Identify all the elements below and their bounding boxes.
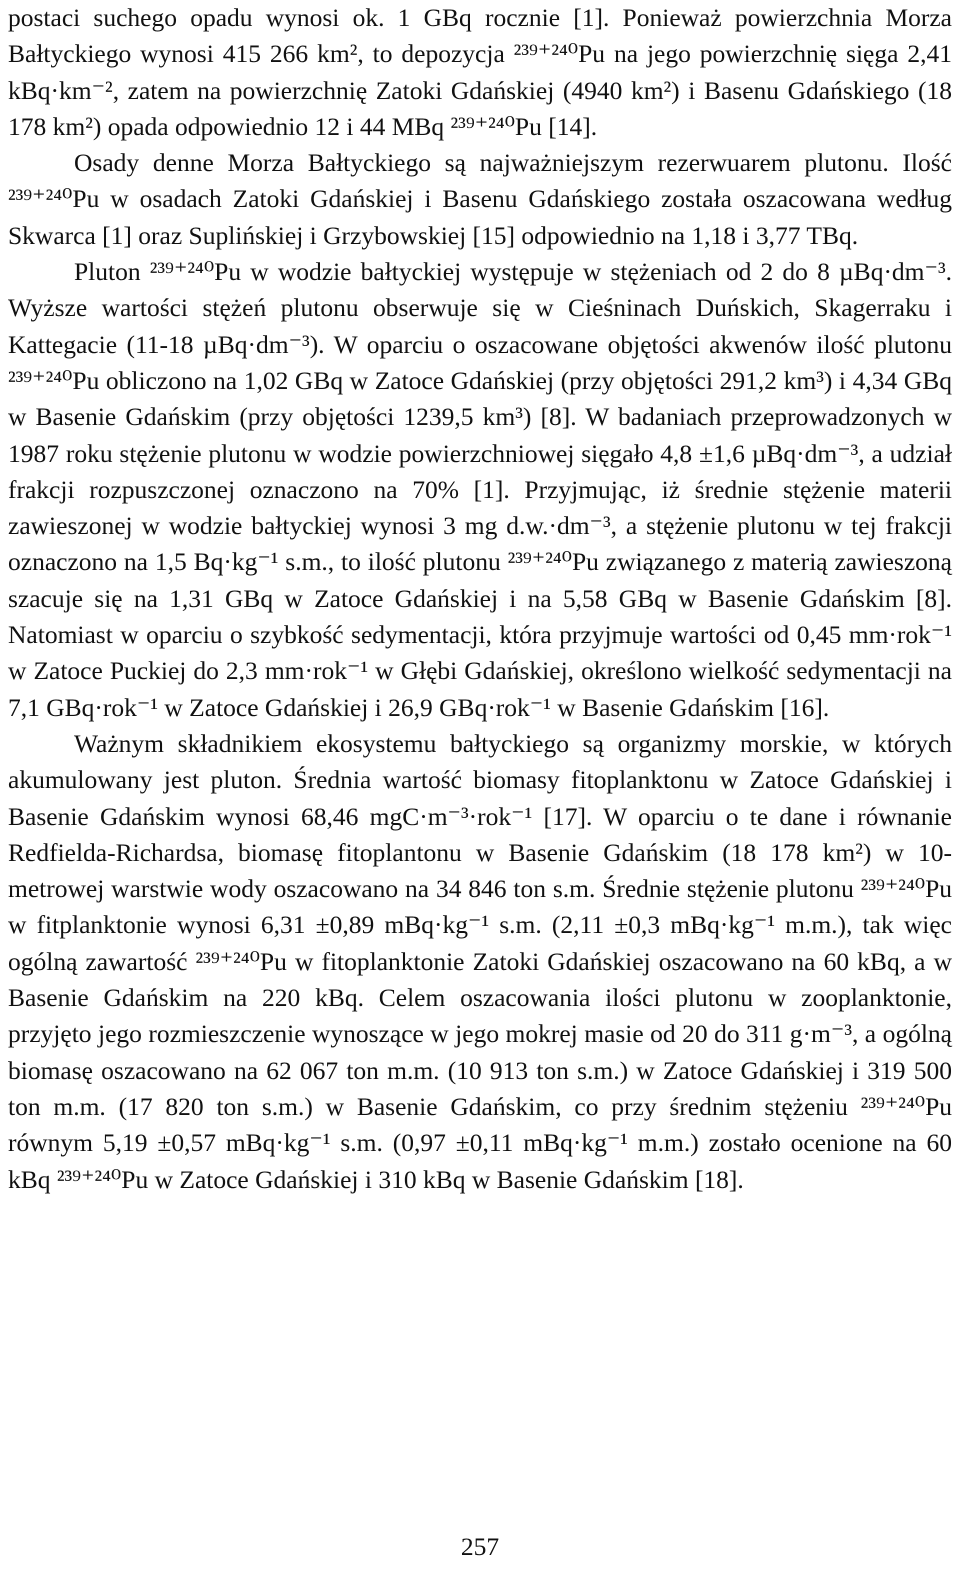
paragraph-water: Pluton ²³⁹⁺²⁴⁰Pu w wodzie bałtyckiej występuje w stężeniach od 2 do 8 µBq·dm⁻³. Wyższe wartości stężeń plutonu obserwuje się w Cieśninach Duńskich, Skagerraku i Kattegacie (11-18 µBq·dm⁻³). W oparciu o oszacowane objętości akwenów ilość plutonu ²³⁹⁺²⁴⁰Pu obliczono na 1,02 GBq w Zatoce Gdańskiej (przy objętości 291,2 km³) i 4,34 GBq w Basenie Gdańskim (przy objętości 1239,5 km³) [8]. W badaniach przeprowadzonych w 1987 roku stężenie plutonu w wodzie powierzchniowej sięgało 4,8 ±1,6 µBq·dm⁻³, a udział frakcji rozpuszczonej oznaczono na 70% [1]. Przyjmując, iż średnie stężenie materii zawieszonej w wodzie bałtyckiej wynosi 3 mg d.w.·dm⁻³, a stężenie plutonu w tej frakcji oznaczono na 1,5 Bq·kg⁻¹ s.m., to ilość plutonu ²³⁹⁺²⁴⁰Pu związanego z materią zawieszoną szacuje się na 1,31 GBq w Zatoce Gdańskiej i na 5,58 GBq w Basenie Gdańskim [8]. Natomiast w oparciu o szybkość sedymentacji, która przyjmuje wartości od 0,45 mm·rok⁻¹ w Zatoce Puckiej do 2,3 mm·rok⁻¹ w Głębi Gdańskiej, określono wielkość sedymentacji na 7,1 GBq·rok⁻¹ w Zatoce Gdańskiej i 26,9 GBq·rok⁻¹ w Basenie Gdańskim [16].	[8, 257, 952, 722]
paragraph-organisms: Ważnym składnikiem ekosystemu bałtyckiego są organizmy morskie, w których akumulowany jest pluton. Średnia wartość biomasy fitoplanktonu w Zatoce Gdańskiej i Basenie Gdańskim wynosi 68,46 mgC·m⁻³·rok⁻¹ [17]. W oparciu o te dane i równanie Redfielda-Richardsa, biomasę fitoplantonu w Basenie Gdańskim (18 178 km²) w 10-metrowej warstwie wody oszacowano na 34 846 ton s.m. Średnie stężenie plutonu ²³⁹⁺²⁴⁰Pu w fitplanktonie wynosi 6,31 ±0,89 mBq·kg⁻¹ s.m. (2,11 ±0,3 mBq·kg⁻¹ m.m.), tak więc ogólną zawartość ²³⁹⁺²⁴⁰Pu w fitoplanktonie Zatoki Gdańskiej oszacowano na 60 kBq, a w Basenie Gdańskim na 220 kBq. Celem oszacowania ilości plutonu w zooplanktonie, przyjęto jego rozmieszczenie wynoszące w jego mokrej masie od 20 do 311 g·m⁻³, a ogólną biomasę oszacowano na 62 067 ton m.m. (10 913 ton s.m.) w Zatoce Gdańskiej i 319 500 ton m.m. (17 820 ton s.m.) w Basenie Gdańskim, co przy średnim stężeniu ²³⁹⁺²⁴⁰Pu równym 5,19 ±0,57 mBq·kg⁻¹ s.m. (0,97 ±0,11 mBq·kg⁻¹ m.m.) zostało ocenione na 60 kBq ²³⁹⁺²⁴⁰Pu w Zatoce Gdańskiej i 310 kBq w Basenie Gdańskim [18].	[8, 728, 952, 1194]
page-number: 257	[460, 1532, 500, 1561]
paragraph-deposition: postaci suchego opadu wynosi ok. 1 GBq rocznie [1]. Ponieważ powierzchnia Morza Bałtyckiego wynosi 415 266 km², to depozycja ²³⁹⁺²⁴⁰Pu na jego powierzchnię sięga 2,41 kBq·km⁻², zatem na powierzchnię Zatoki Gdańskiej (4940 km²) i Basenu Gdańskiego (18 178 km²) opada odpowiednio 12 i 44 MBq ²³⁹⁺²⁴⁰Pu [14].	[8, 3, 952, 141]
page-body	[8, 0, 952, 1198]
paragraph-sediments: Osady denne Morza Bałtyckiego są najważniejszym rezerwuarem plutonu. Ilość ²³⁹⁺²⁴⁰Pu w osadach Zatoki Gdańskiej i Basenu Gdańskiego została oszacowana według Skwarca [1] oraz Suplińskiej i Grzybowskiej [15] odpowiednio na 1,18 i 3,77 TBq.	[8, 148, 952, 250]
